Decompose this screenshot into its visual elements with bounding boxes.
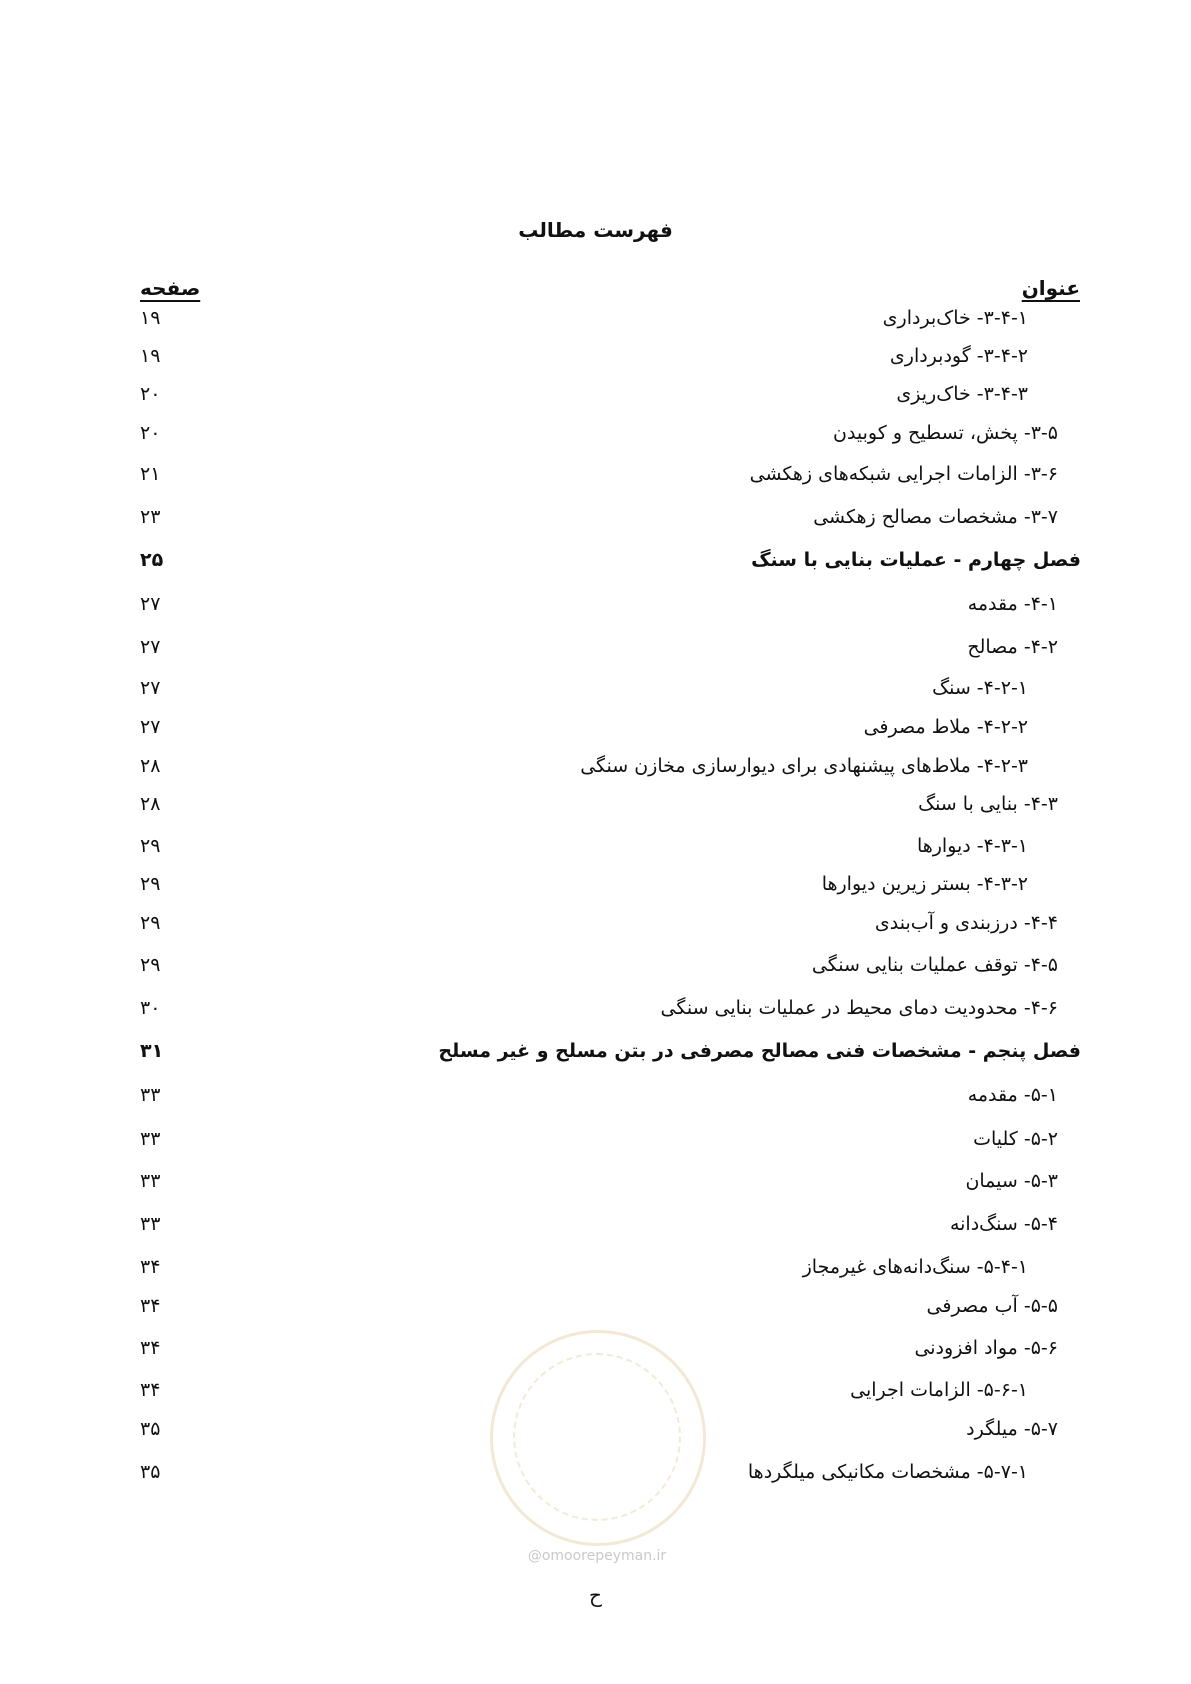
toc-chapter-row (0, 1036, 1191, 1066)
toc-row (0, 1124, 1191, 1154)
toc-entry-page: ۲۰ (140, 383, 161, 405)
toc-entry-title: ۴-۳- بنایی با سنگ (918, 793, 1058, 815)
toc-row (0, 1166, 1191, 1196)
toc-entry-page: ۳۱ (140, 1040, 164, 1062)
toc-entry-title: ۳-۴-۲- گودبرداری (889, 345, 1028, 367)
toc-row (0, 831, 1191, 861)
toc-entry-page: ۲۷ (140, 677, 161, 699)
toc-entry-page: ۳۳ (140, 1170, 161, 1192)
watermark-site: @omoorepeyman.ir (527, 1548, 667, 1564)
toc-entry-title: ۳-۵- پخش، تسطیح و کوبیدن (832, 422, 1058, 444)
toc-entry-title: ۳-۶- الزامات اجرایی شبکه‌های زهکشی (749, 463, 1058, 485)
toc-entry-title: ۵-۶-۱- الزامات اجرایی (850, 1379, 1028, 1401)
toc-entry-page: ۲۰ (140, 422, 161, 444)
toc-row (0, 589, 1191, 619)
toc-chapter-row (0, 545, 1191, 575)
toc-entry-title: ۴-۲-۲- ملاط مصرفی (863, 716, 1028, 738)
toc-entry-page: ۱۹ (140, 307, 161, 329)
toc-entry-page: ۲۷ (140, 716, 161, 738)
toc-entry-page: ۲۳ (140, 506, 161, 528)
toc-entry-title: ۵-۷-۱- مشخصات مکانیکی میلگردها (747, 1461, 1028, 1483)
toc-row (0, 1080, 1191, 1110)
toc-entry-title: ۵-۴-۱- سنگ‌دانه‌های غیرمجاز (802, 1256, 1028, 1278)
toc-row (0, 632, 1191, 662)
toc-row (0, 303, 1191, 333)
toc-entry-page: ۲۵ (140, 549, 164, 571)
toc-entry-page: ۳۴ (140, 1256, 161, 1278)
toc-entry-title: فصل پنجم - مشخصات فنی مصالح مصرفی در بتن مسلح و غیر مسلح (438, 1040, 1081, 1062)
toc-row (0, 459, 1191, 489)
toc-entry-title: ۴-۲- مصالح (967, 636, 1058, 658)
toc-row (0, 993, 1191, 1023)
toc-entry-page: ۲۹ (140, 912, 161, 934)
toc-entry-page: ۲۹ (140, 835, 161, 857)
toc-entry-title: ۵-۷- میلگرد (966, 1418, 1058, 1440)
toc-row (0, 908, 1191, 938)
toc-row (0, 1291, 1191, 1321)
toc-entry-page: ۳۳ (140, 1213, 161, 1235)
toc-entry-title: ۴-۳-۲- بستر زیرین دیوارها (821, 873, 1028, 895)
toc-entry-page: ۲۷ (140, 593, 161, 615)
toc-entry-page: ۳۴ (140, 1379, 161, 1401)
toc-entry-title: ۴-۱- مقدمه (967, 593, 1058, 615)
toc-entry-page: ۲۷ (140, 636, 161, 658)
page-column-header: صفحه (140, 276, 201, 300)
toc-row (0, 673, 1191, 703)
toc-entry-title: ۳-۴-۳- خاک‌ریزی (896, 383, 1028, 405)
toc-entry-title: ۴-۳-۱- دیوارها (916, 835, 1028, 857)
toc-row (0, 712, 1191, 742)
page-number: ح (589, 1583, 602, 1607)
toc-entry-page: ۲۱ (140, 463, 161, 485)
toc-row (0, 950, 1191, 980)
toc-entry-page: ۳۵ (140, 1418, 161, 1440)
toc-row (0, 341, 1191, 371)
toc-row (0, 789, 1191, 819)
toc-row (0, 751, 1191, 781)
toc-entry-title: ۳-۷- مشخصات مصالح زهکشی (813, 506, 1058, 528)
watermark-seal-icon (490, 1330, 706, 1546)
toc-entry-page: ۲۹ (140, 873, 161, 895)
toc-entry-title: ۴-۵- توقف عملیات بنایی سنگی (811, 954, 1058, 976)
toc-entry-page: ۲۹ (140, 954, 161, 976)
toc-entry-page: ۳۳ (140, 1084, 161, 1106)
toc-entry-title: ۵-۲- کلیات (973, 1128, 1058, 1150)
toc-entry-page: ۳۳ (140, 1128, 161, 1150)
toc-row (0, 502, 1191, 532)
toc-entry-title: ۵-۴- سنگ‌دانه (949, 1213, 1058, 1235)
toc-entry-title: ۵-۶- مواد افزودنی (914, 1337, 1058, 1359)
toc-row (0, 1209, 1191, 1239)
toc-entry-title: ۵-۳- سیمان (965, 1170, 1058, 1192)
toc-row (0, 1252, 1191, 1282)
toc-entry-title: ۴-۲-۱- سنگ (932, 677, 1028, 699)
title-column-header: عنوان (1021, 276, 1080, 300)
toc-row (0, 379, 1191, 409)
toc-entry-page: ۳۴ (140, 1295, 161, 1317)
toc-entry-page: ۲۸ (140, 755, 161, 777)
toc-entry-page: ۱۹ (140, 345, 161, 367)
toc-entry-title: ۴-۶- محدودیت دمای محیط در عملیات بنایی سنگی (660, 997, 1058, 1019)
toc-entry-title: ۵-۱- مقدمه (967, 1084, 1058, 1106)
toc-entry-page: ۳۴ (140, 1337, 161, 1359)
toc-entry-title: فصل چهارم - عملیات بنایی با سنگ (751, 549, 1081, 571)
toc-row (0, 418, 1191, 448)
toc-entry-title: ۴-۴- درزبندی و آب‌بندی (874, 912, 1058, 934)
toc-entry-page: ۳۵ (140, 1461, 161, 1483)
page-title: فهرست مطالب (518, 218, 673, 242)
toc-row (0, 869, 1191, 899)
toc-entry-title: ۴-۲-۳- ملاط‌های پیشنهادی برای دیوارسازی مخازن سنگی (580, 755, 1028, 777)
toc-entry-title: ۳-۴-۱- خاک‌برداری (882, 307, 1028, 329)
toc-entry-title: ۵-۵- آب مصرفی (926, 1295, 1058, 1317)
toc-entry-page: ۳۰ (140, 997, 161, 1019)
toc-entry-page: ۲۸ (140, 793, 161, 815)
